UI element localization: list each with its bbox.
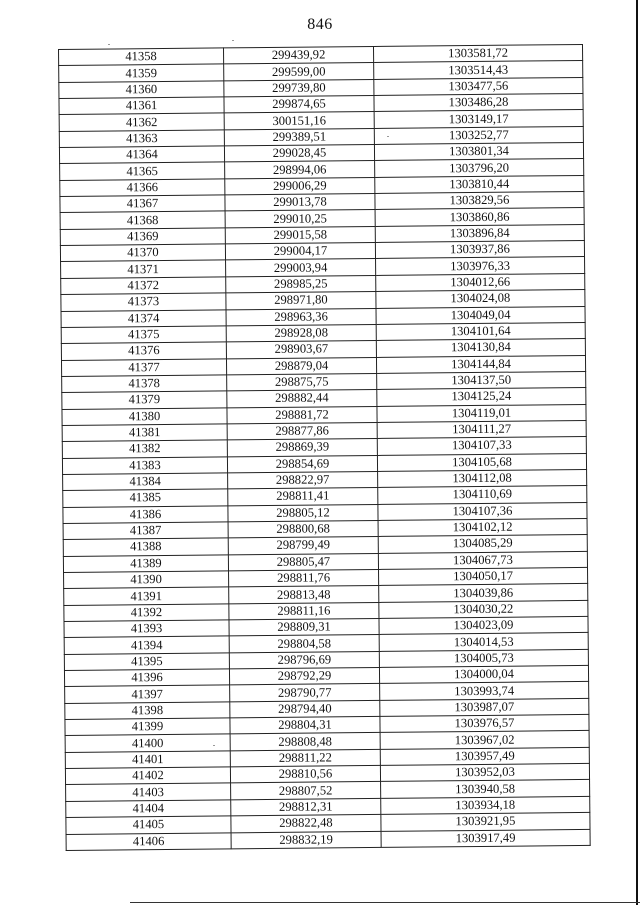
point-number-cell: 41403: [66, 783, 231, 801]
point-number-cell: 41372: [61, 277, 226, 295]
x-coordinate-cell: 298971,80: [226, 292, 376, 310]
x-coordinate-cell: 298809,31: [229, 618, 379, 636]
y-coordinate-cell: 1303252,77: [374, 126, 583, 144]
y-coordinate-cell: 1304023,09: [379, 616, 588, 634]
x-coordinate-cell: 298811,41: [228, 488, 378, 506]
scan-edge-line: [636, 0, 638, 905]
y-coordinate-cell: 1303934,18: [381, 796, 590, 814]
scan-speck: [232, 40, 234, 41]
y-coordinate-cell: 1303917,49: [381, 829, 590, 847]
point-number-cell: 41366: [60, 179, 225, 197]
point-number-cell: 41365: [60, 162, 225, 180]
y-coordinate-cell: 1303896,84: [375, 224, 584, 242]
point-number-cell: 41381: [62, 424, 227, 442]
x-coordinate-cell: 298804,58: [229, 635, 379, 653]
x-coordinate-cell: 298811,22: [230, 749, 380, 767]
x-coordinate-cell: 298869,39: [227, 439, 377, 457]
y-coordinate-cell: 1304085,29: [378, 535, 587, 553]
y-coordinate-cell: 1304102,12: [378, 518, 587, 536]
page-number: 846: [307, 16, 333, 33]
y-coordinate-cell: 1304125,24: [377, 388, 586, 406]
point-number-cell: 41394: [64, 636, 229, 654]
point-number-cell: 41406: [66, 832, 231, 850]
x-coordinate-cell: 298811,16: [229, 602, 379, 620]
point-number-cell: 41360: [59, 81, 224, 99]
y-coordinate-cell: 1304112,08: [378, 469, 587, 487]
y-coordinate-cell: 1303921,95: [381, 813, 590, 831]
x-coordinate-cell: 298812,31: [231, 798, 381, 816]
scan-speck: [213, 745, 215, 746]
x-coordinate-cell: 299739,80: [224, 79, 374, 97]
y-coordinate-cell: 1303149,17: [374, 110, 583, 128]
point-number-cell: 41398: [65, 702, 230, 720]
point-number-cell: 41376: [61, 342, 226, 360]
point-number-cell: 41384: [63, 473, 228, 491]
x-coordinate-cell: 298822,48: [231, 815, 381, 833]
coordinates-table: [58, 44, 591, 851]
x-coordinate-cell: 298879,04: [226, 357, 376, 375]
point-number-cell: 41393: [64, 620, 229, 638]
x-coordinate-cell: 298807,52: [231, 782, 381, 800]
x-coordinate-cell: 299874,65: [224, 96, 374, 114]
x-coordinate-cell: 298796,69: [229, 651, 379, 669]
point-number-cell: 41390: [64, 571, 229, 589]
point-number-cell: 41368: [60, 211, 225, 229]
x-coordinate-cell: 299015,58: [225, 226, 375, 244]
y-coordinate-cell: 1304105,68: [377, 453, 586, 471]
x-coordinate-cell: 298805,12: [228, 504, 378, 522]
point-number-cell: 41391: [64, 587, 229, 605]
point-number-cell: 41402: [65, 767, 230, 785]
y-coordinate-cell: 1303967,02: [380, 731, 589, 749]
point-number-cell: 41367: [60, 195, 225, 213]
x-coordinate-cell: 298808,48: [230, 733, 380, 751]
x-coordinate-cell: 300151,16: [224, 112, 374, 130]
scan-bottom-line: [130, 902, 640, 903]
scan-speck: [108, 44, 110, 45]
x-coordinate-cell: 298794,40: [230, 700, 380, 718]
x-coordinate-cell: 298813,48: [229, 586, 379, 604]
point-number-cell: 41401: [65, 751, 230, 769]
x-coordinate-cell: 298882,44: [227, 390, 377, 408]
x-coordinate-cell: 298810,56: [230, 766, 380, 784]
x-coordinate-cell: 299003,94: [226, 259, 376, 277]
y-coordinate-cell: 1303993,74: [380, 682, 589, 700]
y-coordinate-cell: 1303810,44: [375, 175, 584, 193]
point-number-cell: 41387: [63, 522, 228, 540]
y-coordinate-cell: 1303581,72: [373, 44, 582, 62]
x-coordinate-cell: 298822,97: [228, 471, 378, 489]
point-number-cell: 41395: [64, 653, 229, 671]
x-coordinate-cell: 298903,67: [226, 341, 376, 359]
y-coordinate-cell: 1304005,73: [379, 649, 588, 667]
point-number-cell: 41383: [62, 456, 227, 474]
point-number-cell: 41386: [63, 506, 228, 524]
point-number-cell: 41397: [65, 685, 230, 703]
x-coordinate-cell: 298792,29: [229, 668, 379, 686]
y-coordinate-cell: 1303829,56: [375, 192, 584, 210]
point-number-cell: 41396: [64, 669, 229, 687]
scan-speck: [387, 136, 389, 137]
point-number-cell: 41389: [63, 555, 228, 573]
point-number-cell: 41382: [62, 440, 227, 458]
point-number-cell: 41373: [61, 293, 226, 311]
point-number-cell: 41378: [62, 375, 227, 393]
y-coordinate-cell: 1303987,07: [380, 698, 589, 716]
y-coordinate-cell: 1304050,17: [379, 567, 588, 585]
y-coordinate-cell: 1304014,53: [379, 633, 588, 651]
point-number-cell: 41358: [59, 48, 224, 66]
point-number-cell: 41370: [60, 244, 225, 262]
point-number-cell: 41374: [61, 309, 226, 327]
y-coordinate-cell: 1304012,66: [376, 273, 585, 291]
coordinates-table-container: [58, 44, 590, 851]
y-coordinate-cell: 1304107,33: [377, 437, 586, 455]
y-coordinate-cell: 1304024,08: [376, 290, 585, 308]
y-coordinate-cell: 1304039,86: [379, 584, 588, 602]
point-number-cell: 41361: [59, 97, 224, 115]
point-number-cell: 41363: [59, 130, 224, 148]
point-number-cell: 41400: [65, 734, 230, 752]
y-coordinate-cell: 1303976,57: [380, 715, 589, 733]
point-number-cell: 41379: [62, 391, 227, 409]
point-number-cell: 41388: [63, 538, 228, 556]
y-coordinate-cell: 1304130,84: [376, 339, 585, 357]
x-coordinate-cell: 298985,25: [226, 275, 376, 293]
y-coordinate-cell: 1304144,84: [376, 355, 585, 373]
x-coordinate-cell: 298805,47: [228, 553, 378, 571]
y-coordinate-cell: 1303952,03: [380, 764, 589, 782]
y-coordinate-cell: 1303937,86: [375, 241, 584, 259]
y-coordinate-cell: 1304049,04: [376, 306, 585, 324]
y-coordinate-cell: 1304111,27: [377, 420, 586, 438]
y-coordinate-cell: 1303486,28: [374, 93, 583, 111]
x-coordinate-cell: 299028,45: [224, 145, 374, 163]
point-number-cell: 41392: [64, 604, 229, 622]
y-coordinate-cell: 1303940,58: [381, 780, 590, 798]
x-coordinate-cell: 299004,17: [225, 243, 375, 261]
y-coordinate-cell: 1303477,56: [374, 77, 583, 95]
y-coordinate-cell: 1304000,04: [379, 665, 588, 683]
x-coordinate-cell: 298877,86: [227, 422, 377, 440]
y-coordinate-cell: 1303796,20: [375, 159, 584, 177]
y-coordinate-cell: 1303860,86: [375, 208, 584, 226]
coordinates-table-body: [59, 44, 591, 850]
y-coordinate-cell: 1304107,36: [378, 502, 587, 520]
y-coordinate-cell: 1303514,43: [374, 61, 583, 79]
point-number-cell: 41405: [66, 816, 231, 834]
point-number-cell: 41369: [60, 228, 225, 246]
point-number-cell: 41404: [66, 800, 231, 818]
point-number-cell: 41399: [65, 718, 230, 736]
x-coordinate-cell: 298832,19: [231, 831, 381, 849]
point-number-cell: 41359: [59, 64, 224, 82]
x-coordinate-cell: 299389,51: [224, 128, 374, 146]
x-coordinate-cell: 298811,76: [229, 569, 379, 587]
point-number-cell: 41371: [61, 260, 226, 278]
point-number-cell: 41377: [61, 358, 226, 376]
y-coordinate-cell: 1304119,01: [377, 404, 586, 422]
x-coordinate-cell: 299439,92: [223, 46, 373, 64]
point-number-cell: 41362: [59, 113, 224, 131]
y-coordinate-cell: 1304067,73: [378, 551, 587, 569]
y-coordinate-cell: 1304030,22: [379, 600, 588, 618]
x-coordinate-cell: 298800,68: [228, 520, 378, 538]
point-number-cell: 41385: [63, 489, 228, 507]
x-coordinate-cell: 299599,00: [224, 63, 374, 81]
x-coordinate-cell: 298928,08: [226, 324, 376, 342]
x-coordinate-cell: 298799,49: [228, 537, 378, 555]
point-number-cell: 41380: [62, 407, 227, 425]
point-number-cell: 41364: [59, 146, 224, 164]
point-number-cell: 41375: [61, 326, 226, 344]
y-coordinate-cell: 1304110,69: [378, 486, 587, 504]
x-coordinate-cell: 298994,06: [225, 161, 375, 179]
x-coordinate-cell: 298881,72: [227, 406, 377, 424]
y-coordinate-cell: 1304137,50: [377, 371, 586, 389]
y-coordinate-cell: 1304101,64: [376, 322, 585, 340]
y-coordinate-cell: 1303957,49: [380, 747, 589, 765]
x-coordinate-cell: 298804,31: [230, 717, 380, 735]
x-coordinate-cell: 298875,75: [227, 373, 377, 391]
x-coordinate-cell: 299013,78: [225, 194, 375, 212]
x-coordinate-cell: 298854,69: [227, 455, 377, 473]
x-coordinate-cell: 298790,77: [230, 684, 380, 702]
y-coordinate-cell: 1303801,34: [374, 143, 583, 161]
y-coordinate-cell: 1303976,33: [376, 257, 585, 275]
x-coordinate-cell: 298963,36: [226, 308, 376, 326]
x-coordinate-cell: 299010,25: [225, 210, 375, 228]
x-coordinate-cell: 299006,29: [225, 177, 375, 195]
